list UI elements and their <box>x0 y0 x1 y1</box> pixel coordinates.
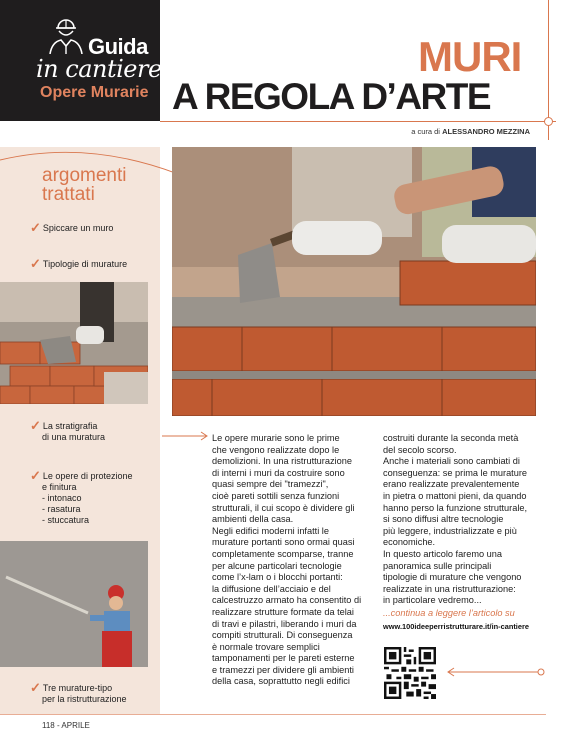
topic-item-5: ✓ Tre murature-tipo per la ristrutturazione <box>30 680 127 704</box>
photo-bricklaying <box>172 147 536 416</box>
body-line: quasi sempre dei "tramezzi", <box>212 479 329 490</box>
topics-title: argomenti trattati <box>42 165 127 205</box>
article-link[interactable]: www.100ideeperristrutturare.it/in-cantiere <box>383 622 529 631</box>
rule-dot <box>544 117 553 126</box>
body-line: conseguenza: se prima le murature <box>383 467 528 478</box>
body-line: tamponamenti per le pareti esterne <box>212 653 355 664</box>
body-line: del secolo scorso. <box>383 444 457 455</box>
body-line: e tramezzi per dividere gli ambienti <box>212 664 354 675</box>
header-rule <box>160 121 556 122</box>
body-line: in particolare vedremo... <box>383 595 482 606</box>
logo-word-cantiere: in cantiere <box>36 55 162 83</box>
body-line: realizzate in una ristrutturazione: <box>383 583 516 594</box>
body-line: più leggere, industrializzate e più <box>383 525 517 536</box>
body-line: cioè pareti sottili senza funzioni <box>212 490 340 501</box>
body-line: per alcune particolari tecnologie <box>212 560 342 571</box>
topic-item-2: ✓ Tipologie di murature <box>30 256 128 271</box>
photo-plastering-worker <box>0 541 148 667</box>
body-line: Negli edifici moderni infatti le <box>212 525 329 536</box>
photo-masonry-tools <box>0 282 148 404</box>
body-line: Anche i materiali sono cambiati di <box>383 456 520 467</box>
body-line: di travi e pilastri, liberando i muri da <box>212 618 357 629</box>
body-line: hanno perso la funzione strutturale, <box>383 502 528 513</box>
body-line: strutturali, il cui scopo è dividere gli <box>212 502 355 513</box>
title-line-1: MURI <box>418 33 522 80</box>
body-line: panoramica sulle principali <box>383 560 492 571</box>
body-line: murature portanti sono ormai quasi <box>212 537 355 548</box>
body-column-2 <box>383 433 543 607</box>
topic-item-1: ✓ Spiccare un muro <box>30 220 114 235</box>
body-line: della casa, soprattutto negli edifici <box>212 676 350 687</box>
worker-helmet-icon <box>46 14 92 54</box>
body-line: è normale trovare semplici <box>212 641 320 652</box>
logo-word-guida: Guida <box>88 34 148 59</box>
check-icon: ✓ <box>30 256 41 271</box>
body-line: compiti strutturali. Di conseguenza <box>212 630 353 641</box>
body-line: di interni i muri da costruire sono <box>212 467 345 478</box>
body-line: ambienti della casa. <box>212 514 294 525</box>
body-line: la diffusione dell’acciaio e del <box>212 583 331 594</box>
check-icon: ✓ <box>30 468 41 483</box>
qr-code-icon[interactable] <box>384 647 436 699</box>
topic-item-4: ✓ Le opere di protezione e finitura - intonaco - rasatura - stuccatura <box>30 468 133 525</box>
body-line: completamente scomparse, tranne <box>212 548 354 559</box>
body-line: Le opere murarie sono le prime <box>212 433 340 443</box>
body-line: si sono diffusi altre tecnologie <box>383 514 504 525</box>
body-line: calcestruzzo armato ha consentito di <box>212 595 362 606</box>
byline: a cura di ALESSANDRO MEZZINA <box>411 127 530 136</box>
check-icon: ✓ <box>30 680 41 695</box>
body-line: economiche. <box>383 537 436 548</box>
body-line: demolizioni. In una ristrutturazione <box>212 456 352 467</box>
body-line: che vengono realizzate dopo le <box>212 444 340 455</box>
continue-reading: ...continua a leggere l’articolo su <box>383 608 515 618</box>
body-line: In questo articolo faremo una <box>383 548 502 559</box>
body-line: tipologie di murature che vengono <box>383 572 522 583</box>
author-name: ALESSANDRO MEZZINA <box>442 127 530 136</box>
check-icon: ✓ <box>30 418 41 433</box>
check-icon: ✓ <box>30 220 41 235</box>
footer-rule <box>0 714 546 715</box>
body-line: costruiti durante la seconda metà <box>383 433 519 443</box>
body-line: in pietra o mattoni pieni, da quando <box>383 490 527 501</box>
body-line: realizzare strutture formate da telai <box>212 606 354 617</box>
arrow-left-icon <box>446 667 546 677</box>
body-line: come l’x-lam o i blocchi portanti: <box>212 572 343 583</box>
title-line-2: A REGOLA D’ARTE <box>172 76 491 117</box>
arrow-right-icon <box>162 431 210 441</box>
section-label: Opere Murarie <box>40 84 149 101</box>
body-line: erano realizzate prevalentemente <box>383 479 520 490</box>
body-column-1 <box>212 433 380 688</box>
topic-item-3: ✓ La stratigrafia di una muratura <box>30 418 106 442</box>
page-number: 118 - APRILE <box>42 721 90 730</box>
